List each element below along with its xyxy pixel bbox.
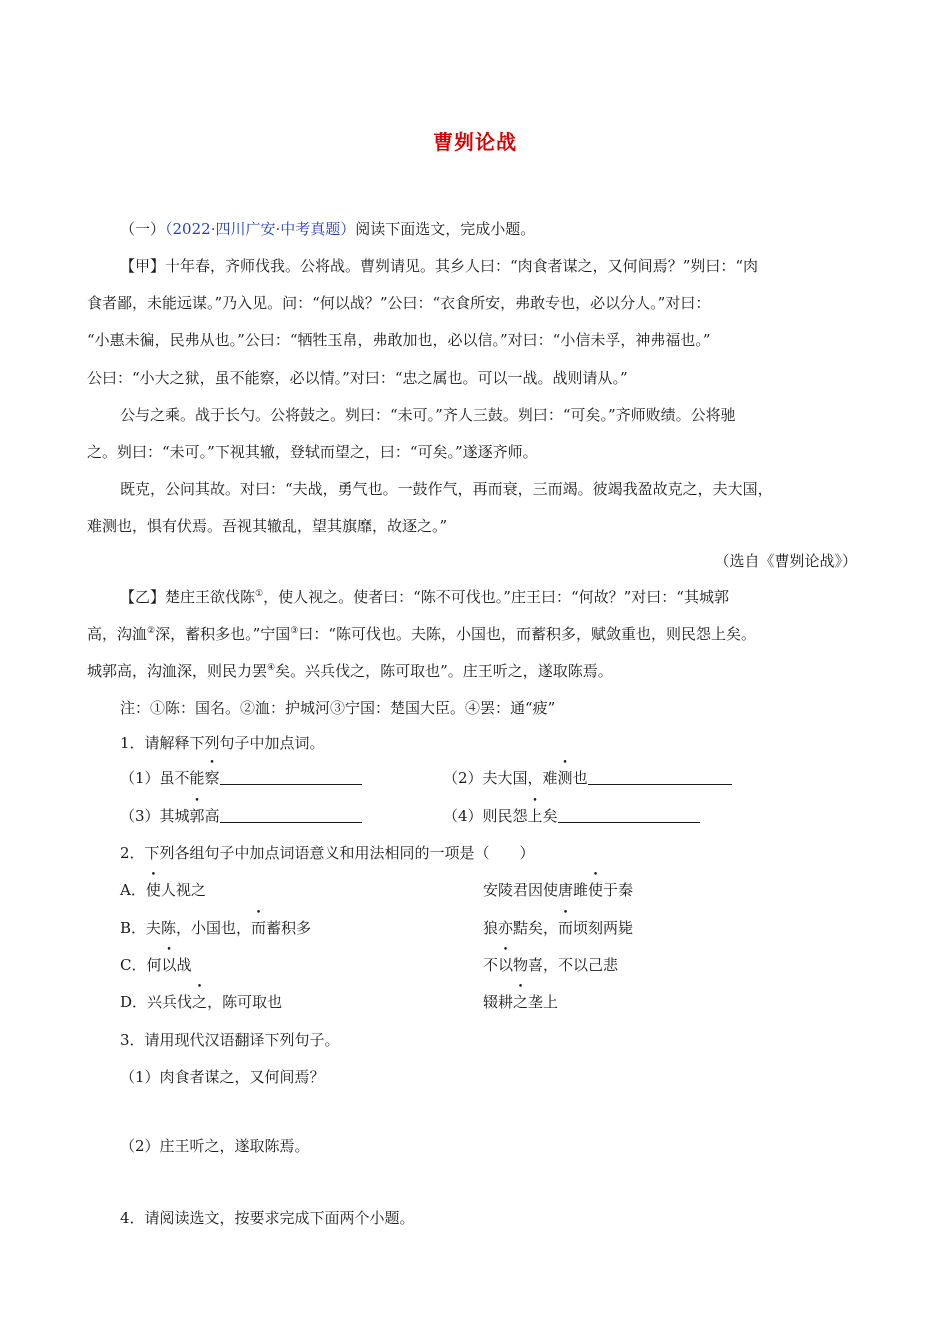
question-1-item: （4）则民怨上矣 (443, 806, 843, 826)
passage-yi-label: 【乙】 (120, 588, 166, 606)
dotted-word: 上 (527, 807, 543, 825)
passage-jia-line: 既克，公问其故。对曰：“夫战，勇气也。一鼓作气，再而衰，三而竭。彼竭我盈故克之，夫大国， (120, 480, 773, 498)
dotted-word: 郭 (189, 807, 205, 825)
page-title: 曹刿论战 (433, 130, 517, 154)
passage-jia-line: 之。刿曰：“未可。”下视其辙，登轼而望之，曰：“可矣。”遂逐齐师。 (87, 443, 538, 461)
passage-jia-line: 难测也，惧有伏焉。吾视其辙乱，望其旗靡，故逐之。” (87, 517, 448, 535)
passage-jia-line: 食者鄙，未能远谋。”乃入见。问：“何以战？”公曰：“衣食所安，弗敢专也，必以分人。”对曰： (87, 294, 711, 312)
dotted-word: 使 (145, 881, 161, 899)
passage-jia-line: 公与之乘。战于长勺。公将鼓之。刿曰：“未可。”齐人三鼓。刿曰：“可矣。”齐师败绩。公将驰 (120, 406, 736, 424)
question-1-stem: 1．请解释下列句子中加点词。 (120, 734, 325, 752)
dotted-word: 而 (558, 919, 574, 937)
source-tag-link[interactable]: （2022·四川广安·中考真题） (165, 220, 356, 238)
question-4-stem: 4．请阅读选文，按要求完成下面两个小题。 (120, 1209, 415, 1227)
passage-yi-line: 【乙】楚庄王欲伐陈①，使人视之。使者曰：“陈不可伐也。”庄王曰：“何故？”对曰：“其城郭 (120, 588, 729, 606)
question-3-stem: 3．请用现代汉语翻译下列句子。 (120, 1031, 340, 1049)
footnote-mark: ② (147, 626, 156, 636)
section-header (120, 219, 900, 239)
option-b[interactable]: B．夫陈，小国也，而蓄积多 狼亦黠矣，而顷刻两毙 (120, 919, 634, 937)
passage-yi-line: 城郭高，沟洫深，则民力罢④矣。兴兵伐之，陈可取也”。庄王听之，遂取陈焉。 (87, 662, 613, 680)
dotted-word: 使 (588, 881, 604, 899)
dotted-word: 之 (513, 993, 529, 1011)
footnote-mark: ④ (267, 663, 276, 673)
dotted-word: 而 (251, 919, 267, 937)
passage-jia-line: “小惠未徧，民弗从也。”公曰：“牺牲玉帛，弗敢加也，必以信。”对曰：“小信未孚，神弗福也。” (87, 331, 711, 349)
question-3-item: （1）肉食者谋之，又何间焉？ (120, 1068, 325, 1086)
section-prefix: （一） (120, 220, 166, 238)
option-a[interactable]: A．使人视之 安陵君因使唐雎使于秦 (120, 881, 634, 899)
footnote-mark: ③ (290, 626, 299, 636)
dotted-word: 之 (192, 993, 208, 1011)
passage-jia-line: 公曰：“小大之狱，虽不能察，必以情。”对曰：“忠之属也。可以一战。战则请从。” (87, 369, 628, 387)
dotted-word: 以 (161, 956, 177, 974)
answer-blank[interactable] (588, 770, 732, 785)
passage-yi-line: 高，沟洫②深，蓄积多也。”宁国③曰：“陈可伐也。夫陈，小国也，而蓄积多，赋敛重也，则民怨上矣。 (87, 625, 757, 643)
question-1-item: （2）夫大国，难测也 (443, 768, 843, 788)
footnote-mark: ① (255, 589, 264, 599)
question-3-item: （2）庄王听之，遂取陈焉。 (120, 1137, 310, 1155)
answer-blank[interactable] (220, 808, 362, 823)
question-1-item: （1）虽不能察 (120, 768, 900, 788)
option-c[interactable]: C．何以战 不以物喜，不以己悲 (120, 956, 619, 974)
passage-jia-line: 【甲】十年春，齐师伐我。公将战。曹刿请见。其乡人曰：“肉食者谋之，又何间焉？”刿曰：“肉 (120, 257, 759, 275)
question-2-stem: 2．下列各组句子中加点词语意义和用法相同的一项是（ ） (120, 844, 535, 862)
answer-blank[interactable] (220, 770, 362, 785)
section-instruction: 阅读下面选文，完成小题。 (355, 220, 536, 238)
footnotes: 注：①陈：国名。②洫：护城河③宁国：楚国大臣。④罢：通“疲” (120, 699, 556, 717)
dotted-word: 察 (204, 769, 220, 787)
question-1-item: （3）其城郭高 (120, 806, 900, 826)
option-d[interactable]: D．兴兵伐之，陈可取也 辍耕之垄上 (120, 993, 559, 1011)
passage-jia-source: （选自《曹刿论战》） (714, 552, 857, 570)
dotted-word: 测 (557, 769, 573, 787)
passage-jia-label: 【甲】 (120, 257, 166, 275)
answer-blank[interactable] (558, 808, 700, 823)
dotted-word: 以 (498, 956, 514, 974)
